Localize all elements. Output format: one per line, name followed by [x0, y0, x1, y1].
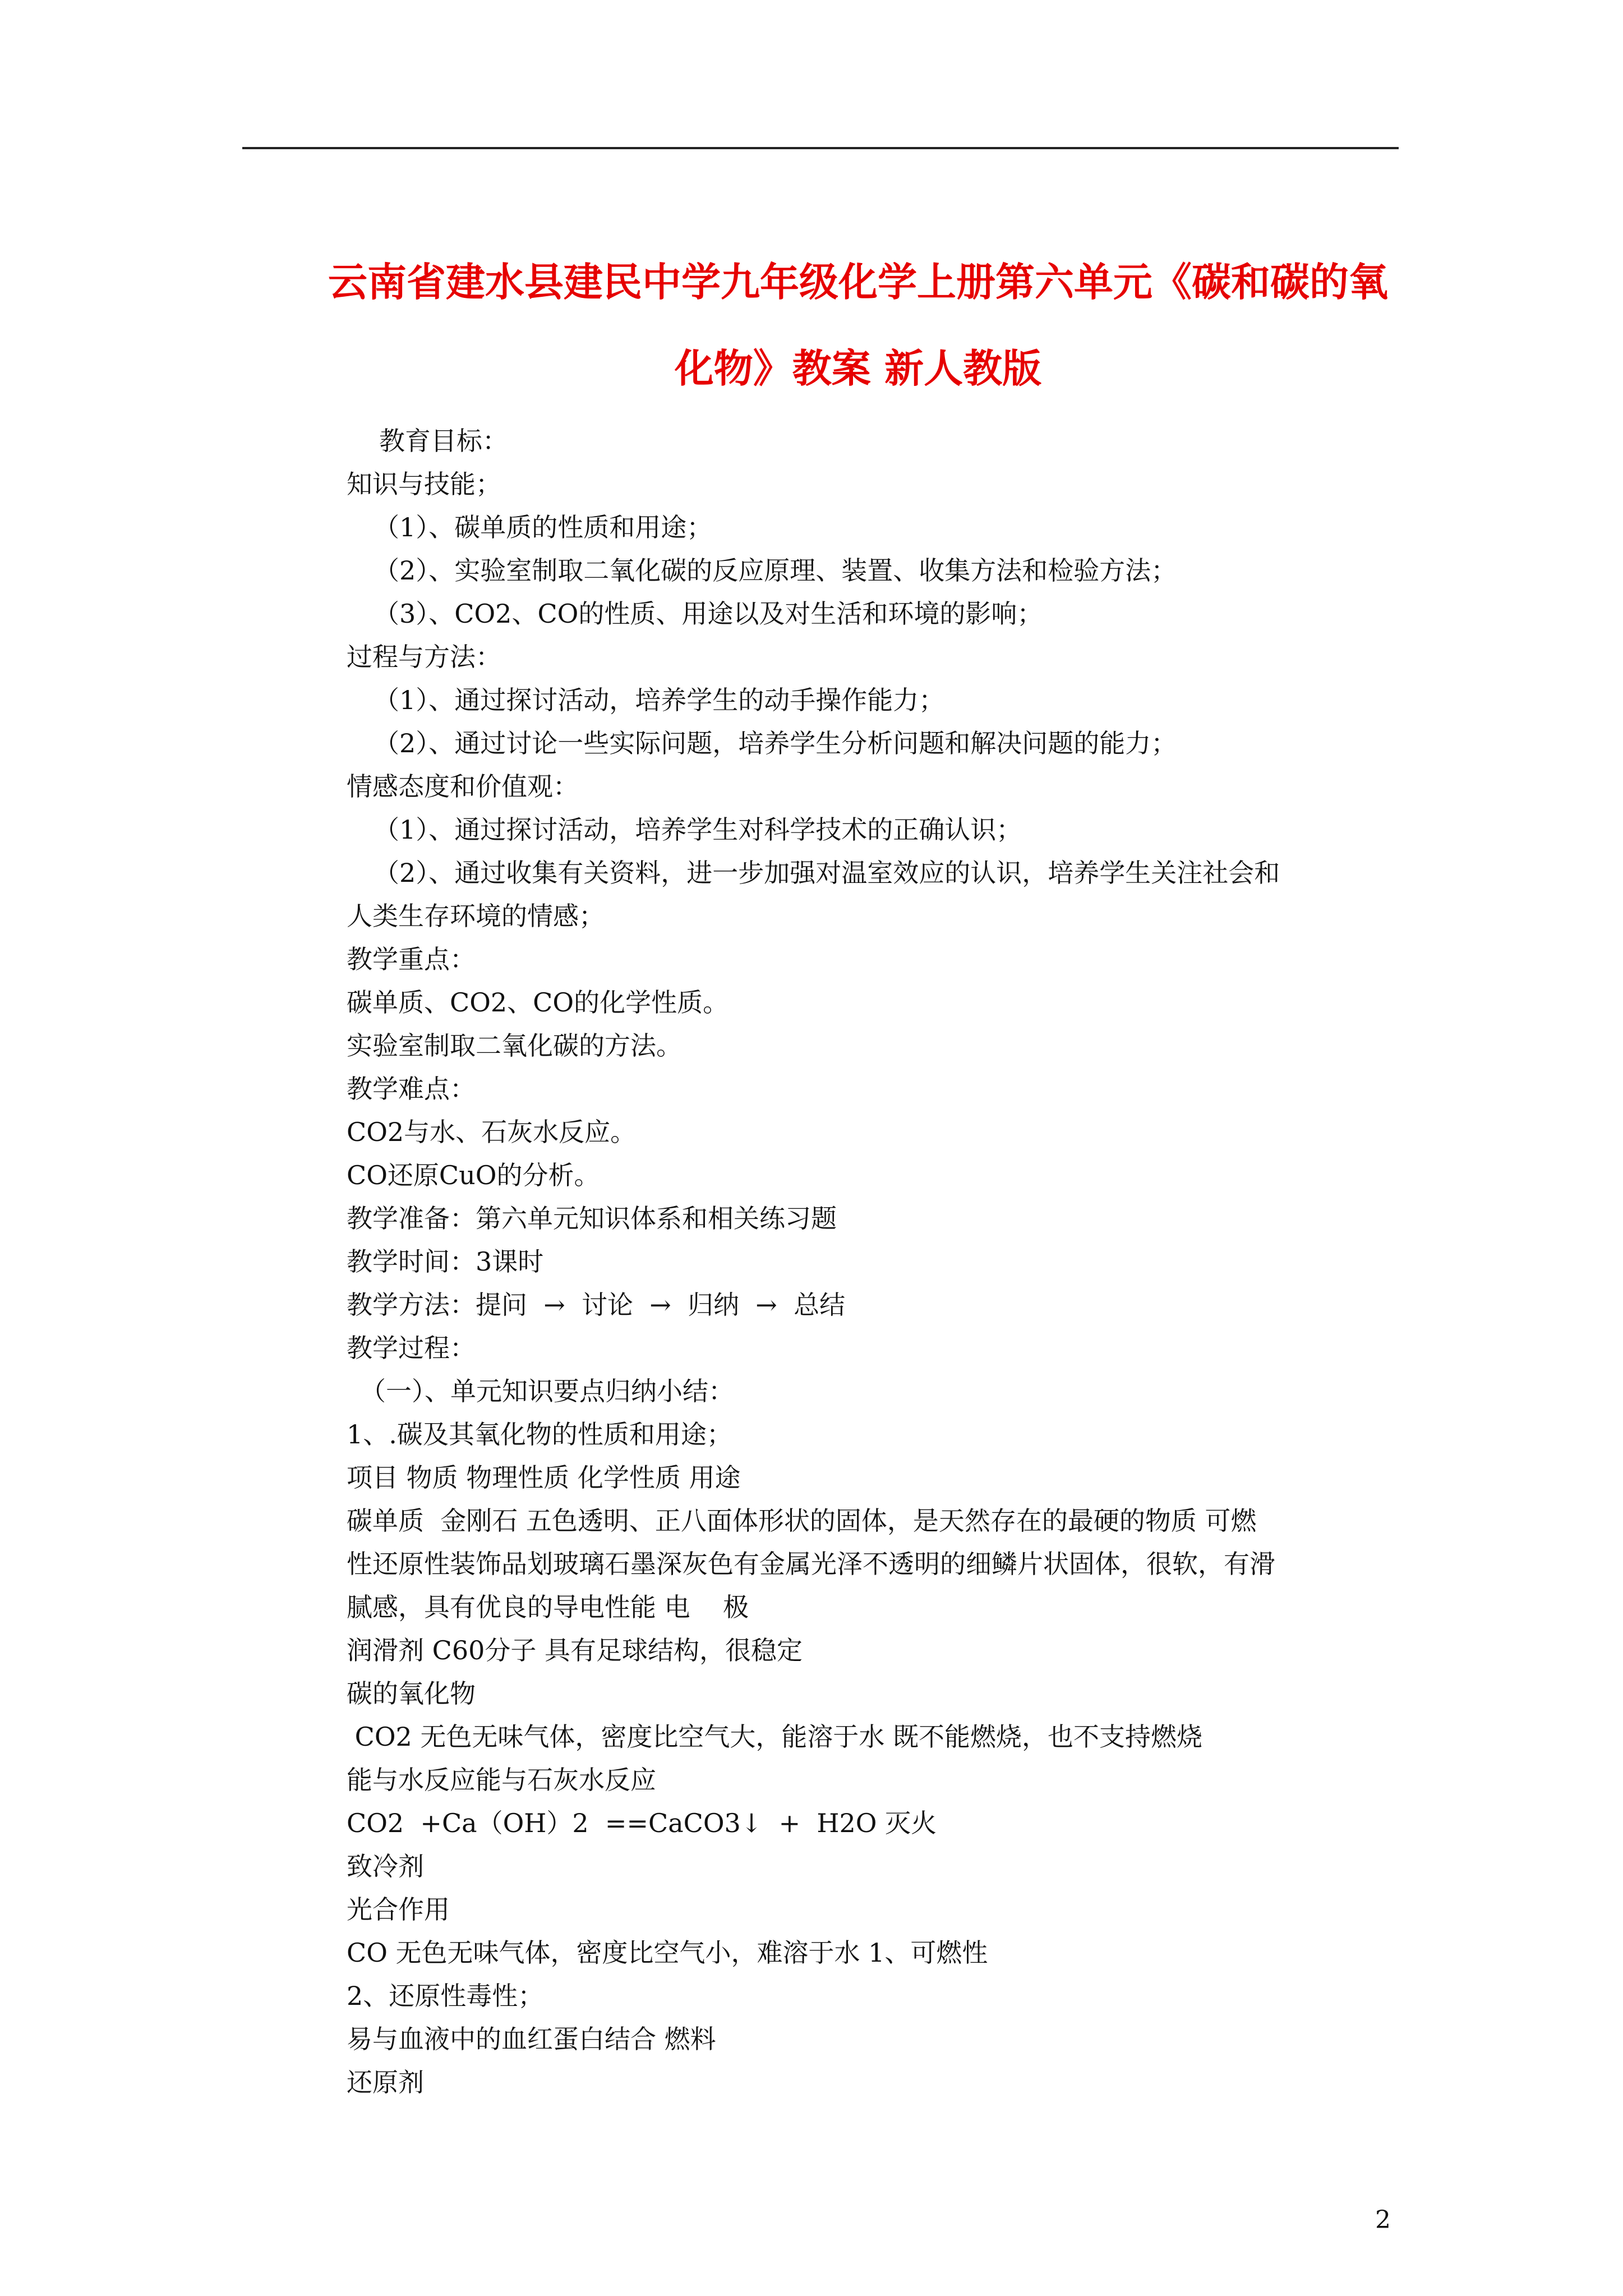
- teaching-time: 教学时间：3课时: [347, 1246, 544, 1277]
- text-line: 光合作用: [347, 1894, 450, 1925]
- document-body: [347, 420, 1401, 2104]
- text-line: 还原剂: [347, 2067, 424, 2097]
- text-line: CO 无色无味气体，密度比空气小，难溶于水 1、可燃性: [347, 1938, 988, 1968]
- text-line: 碳单质 金刚石 五色透明、正八面体形状的固体，是天然存在的最硬的物质 可燃: [347, 1506, 1257, 1536]
- list-item: （1）、通过探讨活动，培养学生的动手操作能力；: [374, 685, 945, 715]
- header-rule: [242, 147, 1399, 149]
- chemical-equation: CO2 +Ca（OH）2 ==CaCO3↓ + H2O 灭火: [347, 1808, 937, 1838]
- teaching-method: 教学方法：提问 → 讨论 → 归纳 → 总结: [347, 1290, 846, 1320]
- text-line: CO2与水、石灰水反应。: [347, 1117, 637, 1147]
- section-heading-objectives: 教育目标：: [379, 426, 508, 456]
- list-item: （2）、实验室制取二氧化碳的反应原理、装置、收集方法和检验方法；: [374, 555, 1177, 586]
- text-line: CO2 无色无味气体，密度比空气大，能溶于水 既不能燃烧，也不支持燃烧: [347, 1722, 1203, 1752]
- section-heading-key-points: 教学重点：: [347, 944, 476, 974]
- text-line: 能与水反应能与石灰水反应: [347, 1765, 656, 1795]
- text-line: 碳的氧化物: [347, 1678, 476, 1709]
- table-header-text: 项目 物质 物理性质 化学性质 用途: [347, 1462, 741, 1493]
- list-item: （2）、通过收集有关资料，进一步加强对温室效应的认识，培养学生关注社会和: [374, 858, 1280, 888]
- list-item: （1）、通过探讨活动，培养学生对科学技术的正确认识；: [374, 815, 1022, 845]
- text-line: 2、还原性毒性；: [347, 1981, 544, 2011]
- page-number: 2: [1375, 2206, 1391, 2234]
- text-line: 性还原性装饰品划玻璃石墨深灰色有金属光泽不透明的细鳞片状固体，很软，有滑: [347, 1549, 1275, 1579]
- text-line: 实验室制取二氧化碳的方法。: [347, 1030, 682, 1061]
- text-line: 碳单质、CO2、CO的化学性质。: [347, 987, 729, 1018]
- document-title-line-2: 化物》教案 新人教版: [674, 346, 1042, 392]
- subsection-heading: （一）、单元知识要点归纳小结：: [360, 1376, 734, 1406]
- text-line: 易与血液中的血红蛋白结合 燃料: [347, 2024, 716, 2054]
- list-item: （1）、碳单质的性质和用途；: [374, 512, 713, 542]
- subheading-process-methods: 过程与方法：: [347, 642, 501, 672]
- list-item: （2）、通过讨论一些实际问题，培养学生分析问题和解决问题的能力；: [374, 728, 1177, 758]
- section-heading-process: 教学过程：: [347, 1333, 476, 1363]
- text-line: 润滑剂 C60分子 具有足球结构，很稳定: [347, 1635, 803, 1665]
- text-line: 1、.碳及其氧化物的性质和用途；: [347, 1419, 732, 1450]
- subheading-knowledge-skills: 知识与技能；: [347, 469, 501, 499]
- list-item: （3）、CO2、CO的性质、用途以及对生活和环境的影响；: [374, 599, 1043, 629]
- text-line: 腻感，具有优良的导电性能 电 极: [347, 1592, 749, 1622]
- document-title-line-1: 云南省建水县建民中学九年级化学上册第六单元《碳和碳的氧: [328, 259, 1388, 305]
- text-line: CO还原CuO的分析。: [347, 1160, 600, 1190]
- subheading-attitudes-values: 情感态度和价值观：: [347, 771, 579, 802]
- teaching-preparation: 教学准备：第六单元知识体系和相关练习题: [347, 1203, 837, 1234]
- section-heading-difficulties: 教学难点：: [347, 1074, 476, 1104]
- text-line: 致冷剂: [347, 1851, 424, 1881]
- list-item-continuation: 人类生存环境的情感；: [347, 901, 605, 931]
